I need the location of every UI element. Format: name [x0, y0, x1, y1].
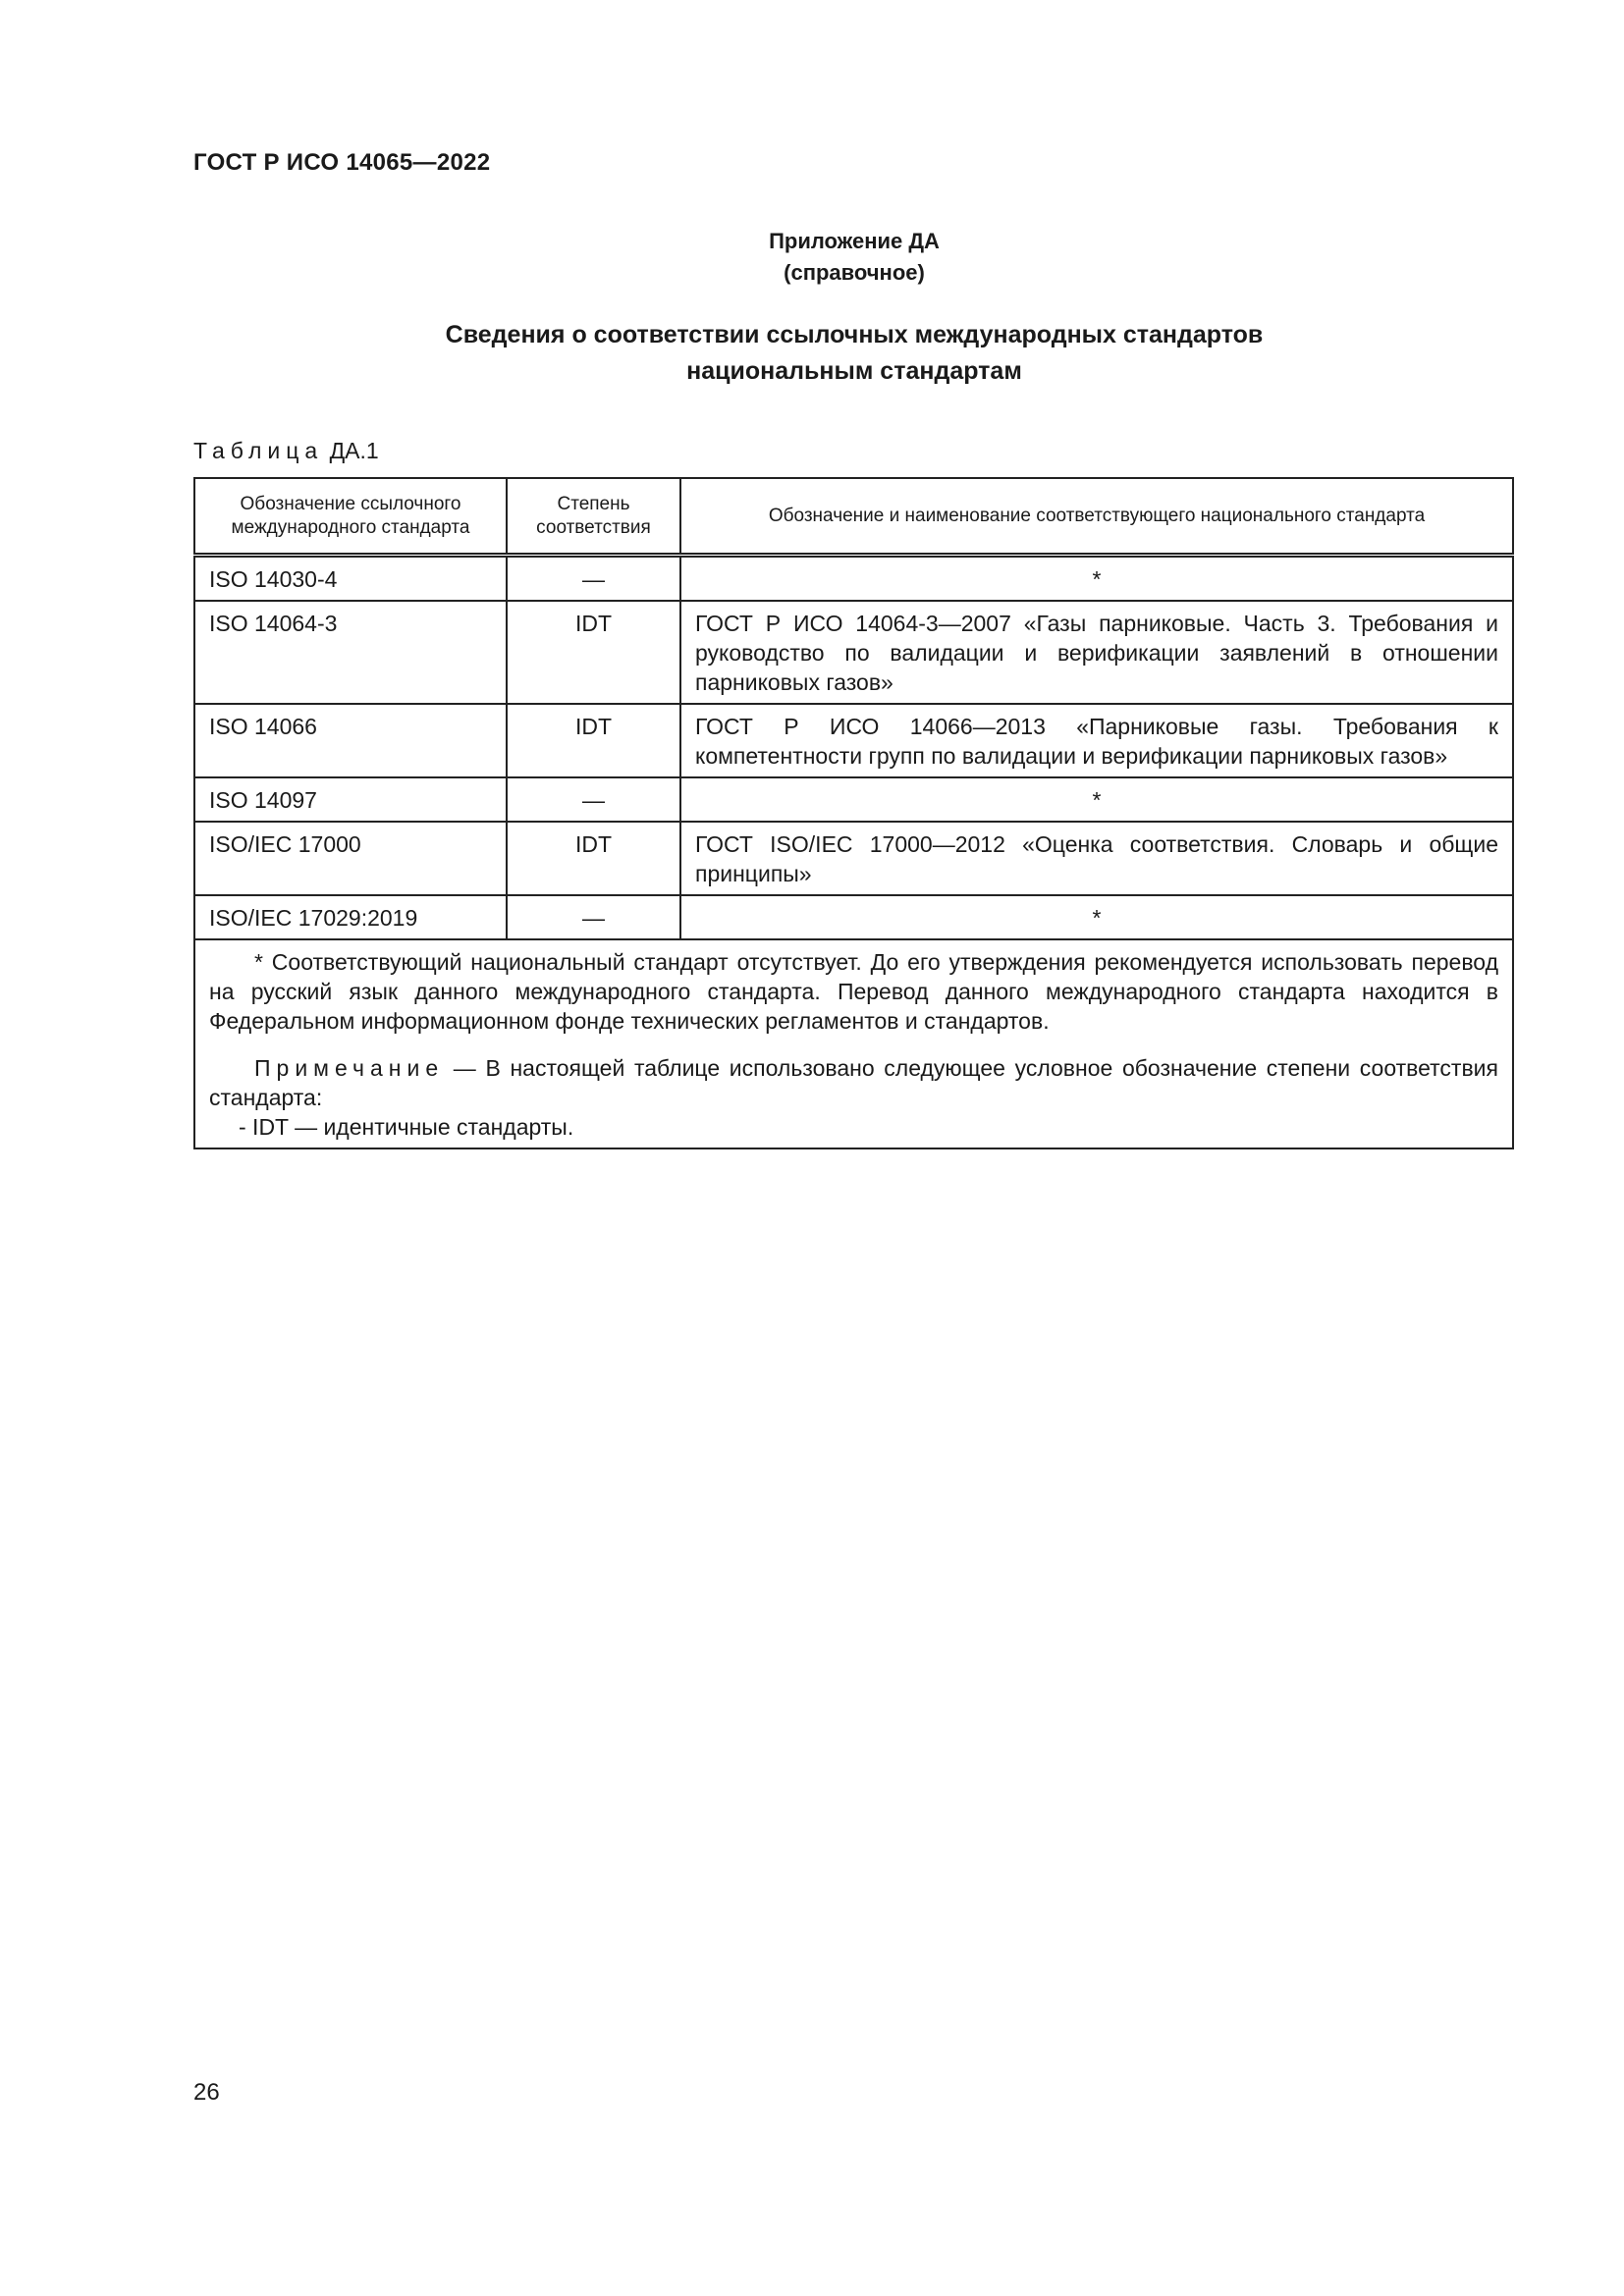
- section-title-line-2: национальным стандартам: [686, 357, 1022, 385]
- cell-national: ГОСТ ISO/IEC 17000—2012 «Оценка соответствия. Словарь и общие принципы»: [680, 822, 1513, 895]
- table-row: [194, 556, 1513, 602]
- cell-standard: ISO 14097: [194, 777, 507, 822]
- table-label-word: Таблица: [193, 438, 324, 463]
- note-text: — В настоящей таблице использовано следующее условное обозначение степени соответствия стандарта:: [209, 1055, 1498, 1110]
- cell-national: ГОСТ Р ИСО 14066—2013 «Парниковые газы. Требования к компетентности групп по валидации и верификации парниковых газов»: [680, 704, 1513, 777]
- table-row: [194, 895, 1513, 939]
- cell-degree: IDT: [507, 704, 680, 777]
- cell-standard: ISO 14064-3: [194, 601, 507, 704]
- column-header-national: Обозначение и наименование соответствующего национального стандарта: [680, 478, 1513, 556]
- page-number: 26: [193, 2079, 220, 2106]
- annex-status: (справочное): [784, 260, 925, 285]
- cell-national: ГОСТ Р ИСО 14064-3—2007 «Газы парниковые. Часть 3. Требования и руководство по валидации и верификации заявлений в отношении парниковых газов»: [680, 601, 1513, 704]
- table-row: [194, 777, 1513, 822]
- cell-national: *: [680, 777, 1513, 822]
- correspondence-table: [193, 477, 1514, 1149]
- cell-standard: ISO/IEC 17000: [194, 822, 507, 895]
- note-item: - IDT — идентичные стандарты.: [239, 1114, 574, 1140]
- cell-standard: ISO/IEC 17029:2019: [194, 895, 507, 939]
- table-label-number: ДА.1: [329, 438, 379, 463]
- note-label: Примечание: [254, 1055, 445, 1081]
- table-row: [194, 822, 1513, 895]
- cell-degree: IDT: [507, 601, 680, 704]
- table-label: [193, 438, 379, 464]
- column-header-standard: Обозначение ссылочного международного стандарта: [194, 478, 507, 556]
- cell-degree: —: [507, 556, 680, 602]
- section-title-line-1: Сведения о соответствии ссылочных международных стандартов: [445, 321, 1264, 348]
- table-row: [194, 704, 1513, 777]
- annex-heading: [196, 226, 1512, 289]
- cell-national: *: [680, 895, 1513, 939]
- cell-degree: —: [507, 777, 680, 822]
- footnote-text: * Соответствующий национальный стандарт отсутствует. До его утверждения рекомендуется использовать перевод на русский язык данного международного стандарта. Перевод данного международного стандарта находится в Федеральном информационном фонде технических регламентов и стандартов.: [209, 949, 1498, 1034]
- table-footnote-row: [194, 939, 1513, 1148]
- cell-degree: IDT: [507, 822, 680, 895]
- annex-title: Приложение ДА: [769, 229, 940, 253]
- document-code: ГОСТ Р ИСО 14065—2022: [193, 149, 491, 176]
- table-footnote: [194, 939, 1513, 1148]
- column-header-degree: Степень соответствия: [507, 478, 680, 556]
- table-row: [194, 601, 1513, 704]
- cell-national: *: [680, 556, 1513, 602]
- cell-standard: ISO 14066: [194, 704, 507, 777]
- table-header-row: [194, 478, 1513, 556]
- section-title: [196, 317, 1512, 390]
- cell-degree: —: [507, 895, 680, 939]
- note-paragraph: [209, 1053, 1498, 1112]
- cell-standard: ISO 14030-4: [194, 556, 507, 602]
